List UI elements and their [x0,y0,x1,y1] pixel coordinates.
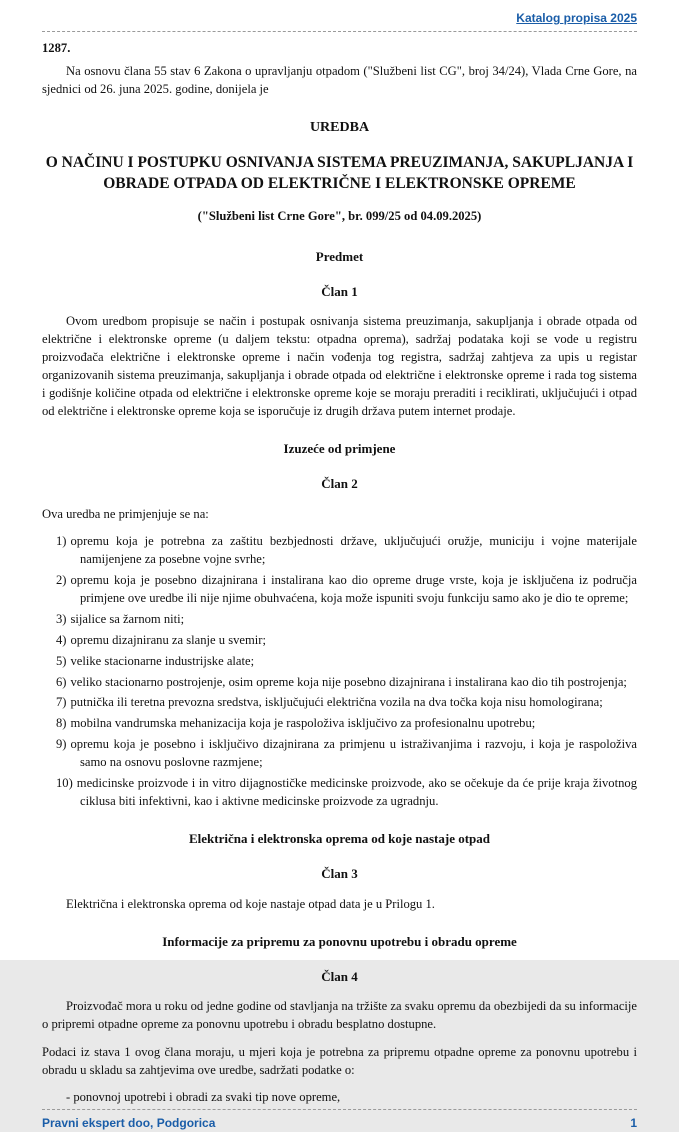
list-item [42,533,637,569]
catalog-link[interactable]: Katalog propisa 2025 [516,11,637,25]
doc-title: O NAČINU I POSTUPKU OSNIVANJA SISTEMA PREUZIMANJA, SAKUPLJANJA I OBRADE OTPADA OD ELEKTRIČNE I ELEKTRONSKE OPREME [45,154,634,192]
article-clan-2: Član 2 [321,476,358,492]
list-item [42,694,637,712]
list-item-number: 10) [56,775,73,790]
article-clan-3: Član 3 [321,866,358,882]
list-item-number: 5) [56,653,67,668]
list-item [42,653,637,671]
list-item-text: opremu dizajniranu za slanje u svemir; [70,632,266,647]
page-header [42,10,637,32]
section-heading-predmet: Predmet [315,248,364,264]
article-clan-1: Član 1 [321,283,358,299]
section-heading-informacije: Informacije za pripremu za ponovnu upotrebu i obradu opreme [162,933,517,949]
list-item-number: 1) [56,534,67,549]
clan-2-lead: Ova uredba ne primjenjuje se na: [42,506,209,521]
list-item-text: opremu koja je posebno i isključivo dizajnirana za primjenu u istraživanjima i razvoju, i koja je raspoloživa samo na osnovu poslovne razmjene; [70,737,637,770]
exclusions-list [42,530,637,813]
list-item-number: 6) [56,674,67,689]
clan-4-dash-item: - ponovnoj upotrebi i obradi za svaki tip nove opreme, [66,1089,341,1104]
list-item-number: 3) [56,611,67,626]
clan-4-para-1: Proizvođač mora u roku od jedne godine od stavljanja na tržište za svaku opremu da obezbijedi da su informacije o pripremi otpadne opreme za ponovnu upotrebu i obradu besplatno dostupne. [42,999,637,1032]
list-item [42,632,637,650]
list-item-number: 9) [56,737,67,752]
list-item-text: sijalice sa žarnom niti; [70,611,185,626]
section-heading-izuzece: Izuzeće od primjene [283,440,396,456]
list-item-text: opremu koja je posebno dizajnirana i instalirana kao dio opreme druge vrste, koja je isključena iz područja primjene ove uredbe ili nije njime obuhvaćena, koja može ispuniti svoju funkciju samo ako je dio te opreme; [70,573,637,606]
list-item-number: 7) [56,695,67,710]
list-item-text: medicinske proizvode i in vitro dijagnostičke medicinske proizvode, ako se očekuje da će prije kraja životnog ciklusa biti infektivni, kao i aktivne medicinske proizvode za ugradnju. [76,775,637,808]
list-item [42,572,637,608]
article-clan-4: Član 4 [321,968,358,984]
gazette-reference: ("Službeni list Crne Gore", br. 099/25 od 04.09.2025) [197,208,482,223]
clan-1-body: Ovom uredbom propisuje se način i postupak osnivanja sistema preuzimanja, sakupljanja i obrade otpada od električne i elektronske opreme (u daljem tekstu: otpadna oprema), sadržaj podataka koji se vode u registru proizvođača električne i elektronske opreme i način vođenja tog registra, sadržaj zahtjeva za upis u registar organizovanih sistema preuzimanja, sakupljanja i obrade otpada od električne i elektronske opreme i rada tog sistema i godišnje količine otpada od električne i elektronske opreme koje se moraju preraditi i reciklirati, uključujući i otpad od električne i elektronske opreme koja se isporučuje iz drugih država putem internet prodaje. [42,314,637,418]
doc-type-title: UREDBA [309,119,370,135]
list-item [42,736,637,772]
list-item [42,775,637,811]
footer-page-number: 1 [630,1115,637,1130]
page-footer [42,1109,637,1132]
list-item-text: veliko stacionarno postrojenje, osim opreme koja nije posebno dizajnirana i instalirana kao dio tih postrojenja; [70,674,627,689]
section-heading-oprema: Električna i elektronska oprema od koje nastaje otpad [188,830,491,846]
list-item-number: 2) [56,573,67,588]
list-item-text: opremu koja je potrebna za zaštitu bezbjednosti države, uključujući oružje, municiju i vojne materijale namijenjene za posebne vojne svrhe; [70,534,637,567]
doc-item-number: 1287. [42,40,71,55]
list-item-number: 8) [56,716,67,731]
list-item-text: velike stacionarne industrijske alate; [70,653,255,668]
footer-publisher: Pravni ekspert doo, Podgorica [42,1115,216,1130]
clan-3-body: Električna i elektronska oprema od koje nastaje otpad data je u Prilogu 1. [66,896,435,911]
list-item [42,611,637,629]
list-item [42,674,637,692]
clan-4-para-2: Podaci iz stava 1 ovog člana moraju, u mjeri koja je potrebna za pripremu otpadne opreme za ponovnu upotrebu i obradu u skladu sa zahtjevima ove uredbe, sadržati podatke o: [42,1045,637,1078]
list-item-text: putnička ili teretna prevozna sredstva, isključujući električna vozila na dva točka koja nisu homologirana; [70,695,603,710]
list-item-text: mobilna vandrumska mehanizacija koja je raspoloživa isključivo za profesionalnu upotrebu; [70,716,536,731]
list-item [42,715,637,733]
list-item-number: 4) [56,632,67,647]
preamble-paragraph: Na osnovu člana 55 stav 6 Zakona o upravljanju otpadom ("Službeni list CG", broj 34/24), Vlada Crne Gore, na sjednici od 26. juna 2025. godine, donijela je [42,63,637,96]
